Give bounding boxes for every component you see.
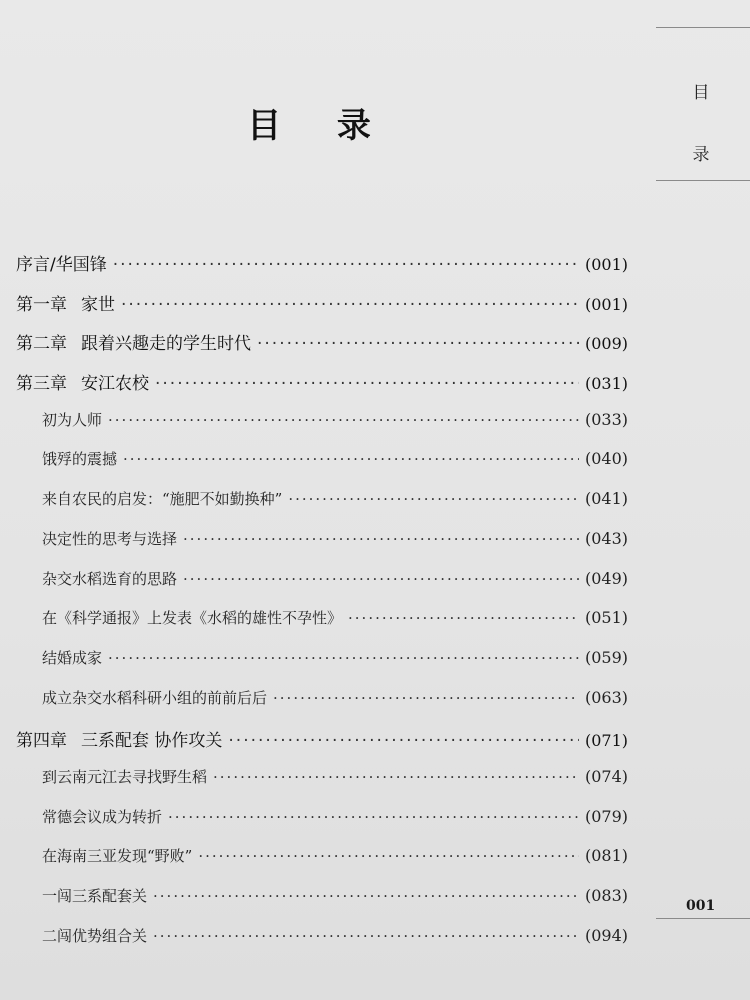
side-header-char-2: 录 <box>692 145 710 165</box>
toc-entry-page: (033) <box>584 409 628 429</box>
toc-entry-chapter-3[interactable] <box>16 369 628 409</box>
toc-entry-section[interactable] <box>16 448 628 488</box>
toc-entry-section[interactable] <box>16 488 628 528</box>
toc-entry-label: 决定性的思考与选择 <box>42 529 178 548</box>
toc-entry-page: (031) <box>584 374 628 394</box>
toc-entry-page: (040) <box>584 449 628 469</box>
dot-leader <box>108 411 579 429</box>
toc-entry-page: (049) <box>584 568 628 588</box>
side-rule-top <box>656 27 750 28</box>
toc-entry-label: 结婚成家 <box>42 648 103 667</box>
toc-entry-page: (083) <box>584 886 628 905</box>
toc-entry-section[interactable] <box>16 766 628 806</box>
chapter-number: 第三章 <box>16 374 67 395</box>
chapter-number: 第一章 <box>16 294 67 315</box>
toc-entry-label: 饿殍的震撼 <box>42 450 118 469</box>
toc-entry-page: (051) <box>584 608 628 628</box>
toc-entry-label: 在海南三亚发现“野败” <box>42 847 193 866</box>
toc-entry-label: 在《科学通报》上发表《水稻的雄性不孕性》 <box>42 609 343 628</box>
toc-entry-section[interactable] <box>16 647 628 687</box>
toc-entry-label: 到云南元江去寻找野生稻 <box>42 767 208 786</box>
page-number: 001 <box>686 898 716 914</box>
toc-entry-page: (081) <box>584 846 628 866</box>
toc-entry-page: (043) <box>584 528 628 548</box>
toc-entry-label: 序言/华国锋 <box>16 255 107 275</box>
toc-entry-page: (071) <box>584 731 628 751</box>
dot-leader <box>153 927 579 945</box>
toc-entry-label: 初为人师 <box>42 410 103 429</box>
toc-entry-page: (079) <box>584 806 628 826</box>
dot-leader <box>348 609 579 627</box>
dot-leader <box>257 334 579 354</box>
toc-entry-chapter-4[interactable] <box>16 726 628 766</box>
toc-entry-section[interactable] <box>16 409 628 449</box>
toc-entry-page: (001) <box>584 255 628 274</box>
dot-leader <box>288 490 579 508</box>
toc-entry-label: 杂交水稻选育的思路 <box>42 569 178 588</box>
toc-entry-chapter-2[interactable] <box>16 329 628 369</box>
chapter-title: 三系配套 协作攻关 <box>81 731 223 752</box>
chapter-title: 家世 <box>81 294 115 315</box>
dot-leader <box>183 530 579 548</box>
toc-entry-section[interactable] <box>16 687 628 727</box>
dot-leader <box>273 689 579 707</box>
toc-entry-label: 来自农民的启发：“施肥不如勤换种” <box>42 490 283 509</box>
toc-entry-label: 成立杂交水稻科研小组的前前后后 <box>42 688 268 707</box>
side-header <box>686 62 716 186</box>
chapter-number: 第二章 <box>16 334 67 355</box>
toc-entry-page: (001) <box>584 294 628 314</box>
dot-leader <box>213 768 579 786</box>
toc-entry-chapter-1[interactable] <box>16 290 628 330</box>
dot-leader <box>121 295 579 315</box>
toc-entry-page: (074) <box>584 766 628 786</box>
toc-entry-section[interactable] <box>16 885 628 925</box>
dot-leader <box>183 570 579 588</box>
side-rule-middle <box>656 180 750 181</box>
toc-entry-label: 一闯三系配套关 <box>42 887 148 905</box>
toc-entry-label: 二闯优势组合关 <box>42 926 148 945</box>
side-header-char-1: 目 <box>692 83 710 103</box>
toc-entry-section[interactable] <box>16 607 628 647</box>
toc-entry-preface[interactable] <box>16 250 628 290</box>
dot-leader <box>153 887 579 905</box>
dot-leader <box>155 374 579 394</box>
dot-leader <box>228 731 579 751</box>
toc-entry-page: (059) <box>584 647 628 667</box>
dot-leader <box>198 847 579 865</box>
side-rule-bottom <box>656 918 750 919</box>
dot-leader <box>123 450 579 468</box>
toc-entry-page: (041) <box>584 489 628 509</box>
toc-entry-section[interactable] <box>16 568 628 608</box>
chapter-number: 第四章 <box>16 731 67 752</box>
page-title: 目 录 <box>247 106 393 146</box>
dot-leader <box>168 808 579 826</box>
toc-entry-section[interactable] <box>16 528 628 568</box>
table-of-contents <box>16 250 628 964</box>
toc-entry-page: (009) <box>584 334 628 354</box>
chapter-title: 安江农校 <box>81 374 149 395</box>
dot-leader <box>113 255 579 275</box>
toc-entry-label: 常德会议成为转折 <box>42 807 163 826</box>
chapter-title: 跟着兴趣走的学生时代 <box>81 334 251 355</box>
toc-entry-page: (094) <box>584 925 628 945</box>
toc-entry-section[interactable] <box>16 845 628 885</box>
toc-entry-page: (063) <box>584 687 628 707</box>
dot-leader <box>108 649 579 667</box>
toc-entry-section[interactable] <box>16 925 628 965</box>
toc-entry-section[interactable] <box>16 806 628 846</box>
